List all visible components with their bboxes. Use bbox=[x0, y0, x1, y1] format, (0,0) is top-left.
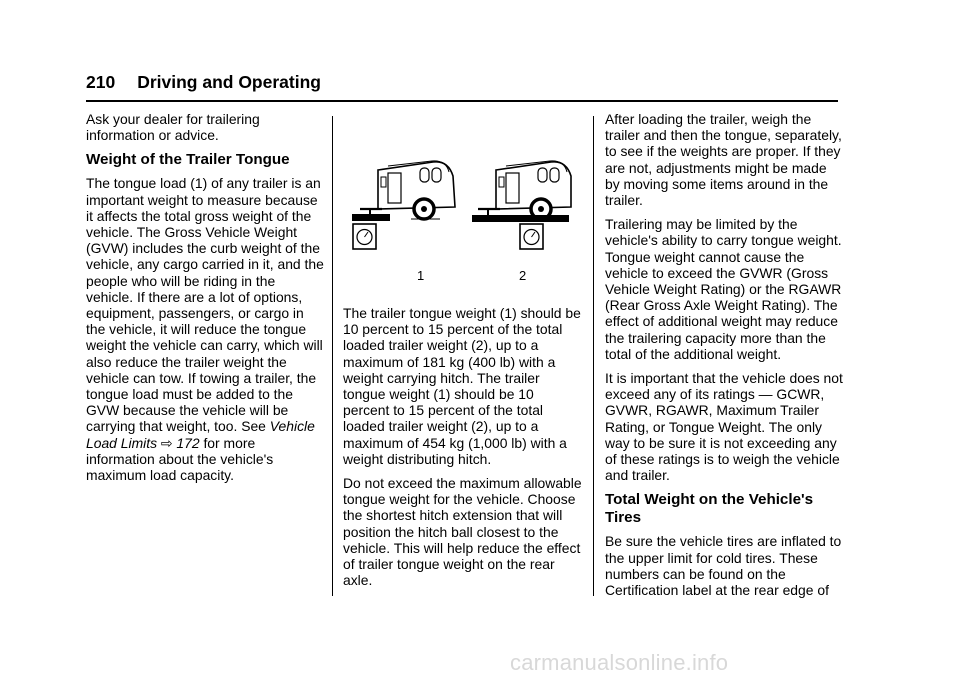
figure-label-1: 1 bbox=[417, 268, 425, 283]
tongue-weight-heading: Weight of the Trailer Tongue bbox=[86, 151, 290, 169]
ratings-paragraph: It is important that the vehicle does not exceed any of its ratings — GCWR, GVWR, RGAWR, Maximum Trailer Rating, or Tongue Weight. The only way to be sure it is not exceeding any of these ratings is to weigh the vehicle and trailer. bbox=[605, 370, 843, 484]
hitch-extension-paragraph: Do not exceed the maximum allowable tongue weight for the vehicle. Choose the shortest hitch extension that will position the hitch ball closest to the vehicle. This will help reduce the effect of trailer tongue weight on the rear axle. bbox=[343, 475, 582, 589]
trailering-limits-paragraph: Trailering may be limited by the vehicle's ability to carry tongue weight. Tongue weight cannot cause the vehicle to exceed the GVWR (Gross Vehicle Weight Rating) or the RGAWR (Rear Gross Axle Weight Rating). The effect of additional weight may reduce the trailering capacity more than the total of the additional weight. bbox=[605, 216, 842, 362]
tire-inflation-paragraph: Be sure the vehicle tires are inflated to the upper limit for cold tires. These numbers can be found on the Certification label at the rear edge of bbox=[605, 533, 842, 599]
intro-paragraph: Ask your dealer for trailering information or advice. bbox=[86, 111, 260, 144]
tongue-weight-ratio-paragraph: The trailer tongue weight (1) should be 10 percent to 15 percent of the total loaded trailer weight (2), up to a maximum of 181 kg (400 lb) with a weight carrying hitch. The trailer tongue weight (1) should be 10 percent to 15 percent of the total loaded trailer weight (2), up to a maximum of 454 kg (1,000 lb) with a weight distributing hitch. bbox=[343, 305, 581, 467]
tongue-load-text: The tongue load (1) of any trailer is an important weight to measure because it affects the total gross weight of the vehicle. The Gross Vehicle Weight (GVW) includes the curb weight of the vehicle, any cargo carried in it, and the people who will be riding in the vehicle. If there are a lot of options, equipment, passengers, or cargo in the vehicle, it will reduce the tongue weight the vehicle can carry, which will also reduce the trailer weight the vehicle can tow. If towing a trailer, the tongue load must be added to the GVW because the vehicle will be carrying that weight, too. See bbox=[86, 175, 324, 435]
column-divider-1 bbox=[332, 116, 333, 596]
page-ref-number[interactable]: 172 bbox=[176, 434, 200, 451]
trailer-weighing-illustration bbox=[348, 152, 572, 292]
weighing-paragraph: After loading the trailer, weigh the trailer and then the tongue, separately, to see if the weights are proper. If they are not, adjustments might be made by moving some items around in the trailer. bbox=[605, 111, 842, 209]
tongue-load-paragraph bbox=[86, 175, 324, 483]
page-header bbox=[86, 72, 321, 93]
column-3 bbox=[605, 111, 843, 606]
column-divider-2 bbox=[593, 116, 594, 596]
column-1 bbox=[86, 111, 324, 491]
figure-label-2: 2 bbox=[519, 268, 527, 283]
section-title: Driving and Operating bbox=[137, 72, 321, 92]
column-2 bbox=[343, 305, 583, 596]
tires-weight-heading: Total Weight on the Vehicle's Tires bbox=[605, 491, 814, 527]
page-number: 210 bbox=[86, 72, 116, 92]
vehicle-load-limits-link[interactable]: Vehicle Load Limits bbox=[86, 418, 315, 451]
header-rule bbox=[86, 100, 838, 102]
watermark: carmanualsonline.info bbox=[510, 650, 729, 675]
trailer-2-drawing bbox=[472, 161, 571, 249]
trailer-1-drawing bbox=[352, 161, 455, 249]
tongue-load-text-end: for more information about the vehicle's maximum load capacity. bbox=[86, 434, 274, 484]
page-ref-arrow-icon: ⇨ bbox=[160, 434, 173, 451]
